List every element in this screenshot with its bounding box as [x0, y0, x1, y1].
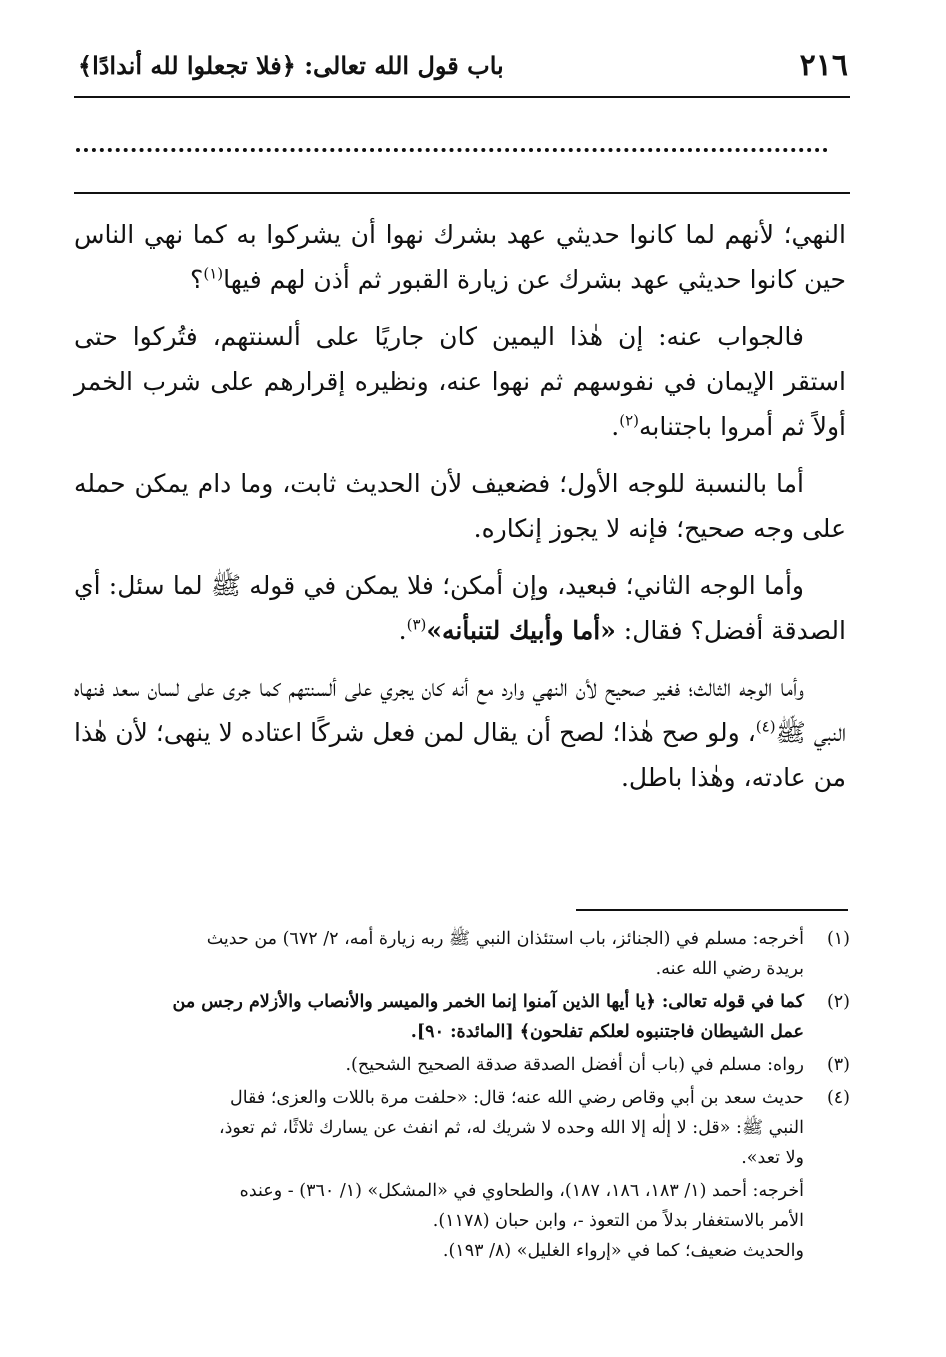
dotted-separator: [76, 148, 828, 152]
paragraph-5: [74, 665, 846, 800]
footnote-number: (٤): [826, 1088, 850, 1108]
footnote-number: (٣): [826, 1055, 850, 1075]
text-line: يمكن حمله على وجه صحيح؛ فإنه لا يجوز إنكاره.: [74, 469, 846, 543]
footnote-text: [74, 1050, 804, 1080]
hadith-quote: «أما وأبيك لتنبأنه»: [426, 616, 616, 645]
running-title: باب قول الله تعالى: ﴿فلا تجعلوا لله أندادًا﴾: [78, 50, 504, 80]
paragraph-2: [74, 314, 846, 449]
footnote-4-continuation: [74, 1176, 804, 1266]
footnote-line: ولا تعد».: [741, 1148, 804, 1168]
footnote-text: [74, 924, 804, 984]
section-rule: [74, 192, 850, 194]
main-text: [74, 212, 846, 812]
text-line: .: [398, 616, 407, 645]
footnote-4: [74, 1083, 850, 1173]
text-line: وأما الوجه الثاني؛ فبعيد، وإن أمكن؛ فلا يمكن في قوله ﷺ لما: [172, 571, 804, 600]
page-header: [78, 42, 848, 88]
text-line: وأما الوجه الثالث؛ فغير صحيح لأن النهي وارد مع أنه كان يجري: [380, 673, 804, 702]
text-line: أما بالنسبة للوجه الأول؛ فضعيف لأن الحديث ثابت، وما دام: [197, 469, 804, 498]
text-line: النهي؛ لأنهم لما كانوا حديثي عهد بشرك نهوا أن يشركوا به كما نهي: [143, 220, 846, 249]
text-line: هٰذا؛ لصح أن يقال لمن فعل شركًا اعتاده لا ينهى؛ لأن هٰذا من عادته،: [74, 718, 846, 792]
text-line: .: [611, 412, 620, 441]
footnote-line: حديث سعد بن أبي وقاص رضي الله عنه؛ قال: «حلفت مرة باللات والعزى؛ فقال: [230, 1088, 804, 1108]
footnote-line: بريدة رضي الله عنه.: [655, 959, 804, 979]
text-line: على ألسنتهم كما جرى على لسان سعد فنهاه النبي ﷺ: [74, 673, 846, 747]
footnote-ref: (٤): [755, 717, 776, 736]
footnote-line: والحديث ضعيف؛ كما في «إرواء الغليل» (٨/ ١٩٣).: [442, 1241, 804, 1261]
footnote-line: عمل الشيطان فاجتنبوه لعلكم تفلحون﴾ [المائدة: ٩٠].: [410, 1022, 804, 1042]
paragraph-4: [74, 563, 846, 653]
text-line: سئل: أي الصدقة أفضل؟ فقال:: [74, 571, 846, 645]
footnote-text: [74, 987, 804, 1047]
footnote-line: رواه: مسلم في (باب أن أفضل الصدقة صدقة الصحيح الشحيح).: [345, 1055, 804, 1075]
text-line: أولاً ثم أمروا باجتنابه: [639, 412, 846, 441]
footnote-1: [74, 924, 850, 984]
page-number: ٢١٦: [799, 47, 848, 83]
footnote-line: كما في قوله تعالى: ﴿يا أيها الذين آمنوا إنما الخمر والميسر والأنصاب والأزلام رجس من: [172, 992, 804, 1012]
footnote-2: [74, 987, 850, 1047]
paragraph-1: [74, 212, 846, 302]
text-line: فالجواب عنه: إن هٰذا اليمين كان جاريًا على ألسنتهم، فتُركوا حتى: [74, 322, 804, 351]
footnote-number: (٢): [826, 992, 850, 1012]
footnote-rule: [576, 909, 848, 911]
footnote-ref: (١): [203, 264, 224, 283]
text-line: ، ولو صح: [661, 718, 756, 747]
footnotes: [74, 924, 850, 1266]
text-line: استقر الإيمان في نفوسهم ثم نهوا عنه، ونظيره إقرارهم على شرب الخمر: [74, 367, 846, 396]
text-line: الناس حين كانوا حديثي عهد بشرك عن زيارة القبور ثم أذن لهم فيها: [74, 220, 846, 294]
text-line: وهٰذا باطل.: [620, 763, 736, 792]
footnote-ref: (٢): [619, 411, 640, 430]
header-rule: [74, 96, 850, 98]
paragraph-3: [74, 461, 846, 551]
footnote-line: أخرجه: مسلم في (الجنائز، باب استئذان النبي ﷺ ربه زيارة أمه، ٢/ ٦٧٢) من حديث: [206, 929, 804, 949]
footnote-number: (١): [826, 929, 850, 949]
footnote-3: [74, 1050, 850, 1080]
footnote-line: النبي ﷺ: «قل: لا إلٰه إلا الله وحده لا شريك له، ثم انفث عن يسارك ثلاثًا، ثم تعوذ،: [218, 1118, 804, 1138]
text-line: ؟: [190, 265, 204, 294]
footnote-line: الأمر بالاستغفار بدلاً من التعوذ -، وابن حبان (١١٧٨).: [432, 1211, 804, 1231]
footnote-line: أخرجه: أحمد (١/ ١٨٣، ١٨٦، ١٨٧)، والطحاوي في «المشكل» (١/ ٣٦٠) - وعنده: [239, 1181, 804, 1201]
footnote-text: [74, 1083, 804, 1173]
footnote-ref: (٣): [406, 615, 427, 634]
